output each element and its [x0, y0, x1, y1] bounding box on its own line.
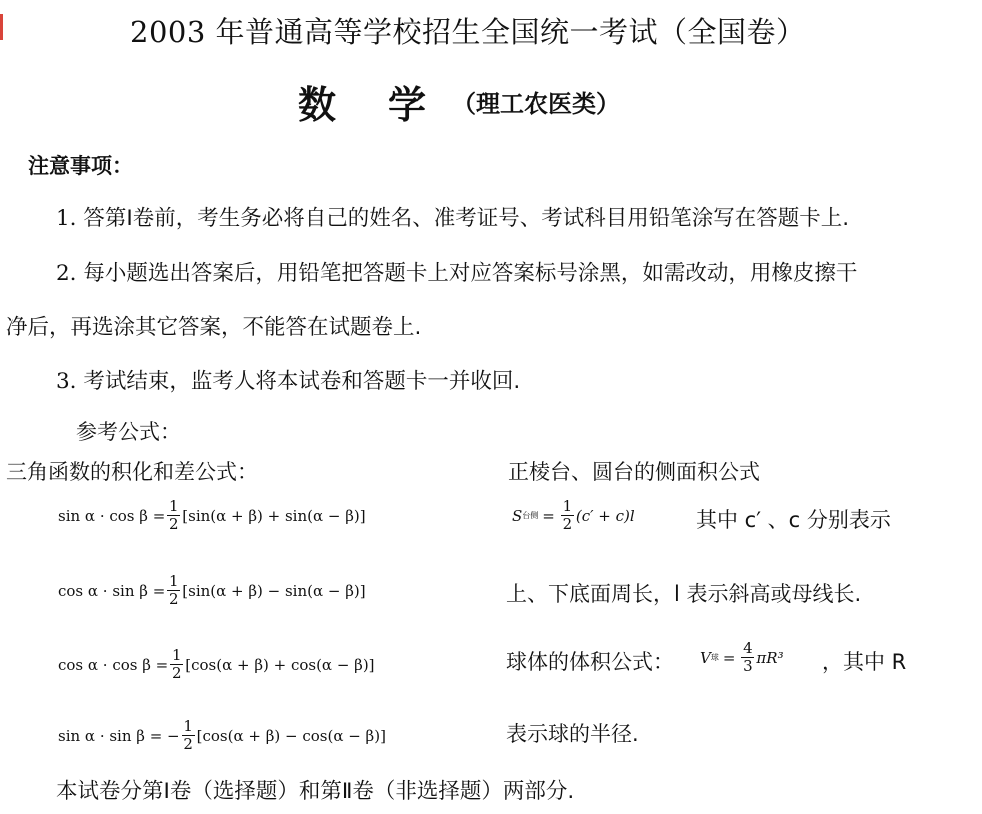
sphere-formula: V 球 = $\frac{4}{3}$ πR³ [700, 639, 784, 675]
trig-formula-4: sin α · sin β = − $\frac{1}{2}$ [cos(α + β) − cos(α − β)] [58, 717, 386, 753]
notice-heading: 注意事项： [28, 154, 133, 178]
sphere-desc-2: 表示球的半径. [506, 722, 639, 746]
trig-heading: 三角函数的积化和差公式： [6, 460, 258, 484]
trig-formula-2: cos α · sin β = $\frac{1}{2}$ [sin(α + β) − sin(α − β)] [58, 572, 366, 608]
subject-title [298, 74, 426, 129]
frustum-desc-2: 上、下底面周长，l 表示斜高或母线长. [506, 582, 862, 606]
notice-item-2: 2. 每小题选出答案后，用铅笔把答题卡上对应答案标号涂黑，如需改动，用橡皮擦干 [56, 261, 858, 286]
frustum-heading: 正棱台、圆台的侧面积公式 [508, 460, 760, 484]
subject-char-a: 数 [298, 83, 337, 127]
frustum-desc-1: 其中 c′ 、c 分别表示 [696, 508, 891, 532]
notice-item-3: 3. 考试结束，监考人将本试卷和答题卡一并收回. [56, 369, 521, 394]
exam-title: 2003 年普通高等学校招生全国统一考试（全国卷） [130, 15, 806, 49]
formula-heading: 参考公式： [76, 420, 181, 444]
sphere-label: 球体的体积公式： [506, 650, 674, 674]
notice-item-1: 1. 答第Ⅰ卷前，考生务必将自己的姓名、准考证号、考试科目用铅笔涂写在答题卡上. [56, 206, 850, 231]
footer-note: 本试卷分第Ⅰ卷（选择题）和第Ⅱ卷（非选择题）两部分. [56, 779, 575, 804]
subject-char-b: 学 [388, 83, 427, 127]
trig-formula-3: cos α · cos β = $\frac{1}{2}$ [cos(α + β) + cos(α − β)] [58, 646, 375, 682]
subject-subtitle: （理工农医类） [452, 90, 620, 118]
trig-formula-1: sin α · cos β = $\frac{1}{2}$ [sin(α + β) + sin(α − β)] [58, 497, 366, 533]
notice-item-2-cont: 净后，再选涂其它答案，不能答在试题卷上. [6, 315, 422, 340]
sphere-desc-1: ，其中 R [822, 650, 907, 674]
edge-mark [0, 14, 3, 40]
frustum-formula: S 台侧 = $\frac{1}{2}$ (c′ + c)l [512, 497, 635, 533]
